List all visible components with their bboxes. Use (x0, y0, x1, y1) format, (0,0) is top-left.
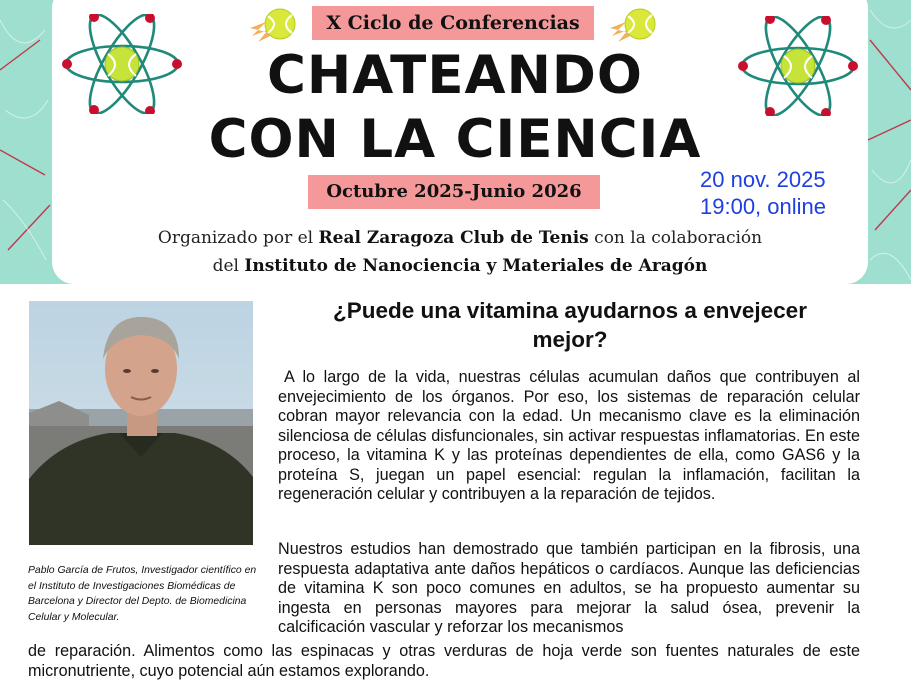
organizers-line2 (60, 252, 860, 280)
talk-paragraph: de reparación. Alimentos como las espinacas y otras verduras de hoja verde son fuentes naturales de este micronutriente, cuyo potencial aún estamos explorando. (28, 642, 860, 680)
event-title-line1: CHATEANDO (267, 45, 643, 106)
organizer-name: Real Zaragoza Club de Tenis (318, 228, 589, 248)
speaker-photo (29, 301, 253, 545)
tennis-ball-icon (248, 6, 300, 46)
series-label: X Ciclo de Conferencias (312, 6, 594, 40)
cycle-dates: Octubre 2025-Junio 2026 (308, 175, 600, 209)
talk-paragraph: Nuestros estudios han demostrado que también participan en la fibrosis, una respuesta adaptativa ante daños hepáticos o cardíacos. Aunque las deficiencias de vitamina K son poco comunes en adultos, se ha propuesto aumentar su ingesta en personas mayores para mejorar la salud ósea, prevenir la calcificación vascular y reforzar los mecanismos (278, 540, 860, 636)
organizers (60, 224, 860, 280)
event-time: 19:00, online (700, 194, 826, 219)
speaker-caption: Pablo García de Frutos, Investigador científico en el Instituto de Investigaciones Biomédicas de Barcelona y Director del Depto. de Biomedicina Celular y Molecular. (28, 565, 257, 623)
event-when (700, 166, 860, 220)
talk-title: ¿Puede una vitamina ayudarnos a envejecer mejor? (333, 298, 807, 352)
organizers-text: del (212, 256, 239, 276)
tennis-ball-icon (608, 6, 660, 46)
collaborator-name: Instituto de Nanociencia y Materiales de Aragón (244, 256, 708, 276)
event-title-line2: CON LA CIENCIA (208, 109, 702, 170)
talk-paragraph: A lo largo de la vida, nuestras células acumulan daños que contribuyen al envejecimiento de los órganos. Por eso, los sistemas de reparación celular cobran mayor relevancia con la edad. Un mecanismo clave es la eliminación silenciosa de células disfuncionales, sin activar respuestas inflamatorias. En este proceso, la vitamina K y las proteínas dependientes de ella, como GAS6 y la proteína S, juegan un papel esencial: regulan la inflamación, facilitan la regeneración celular y contribuyen a la reparación de tejidos. (278, 368, 860, 503)
organizers-line1 (60, 224, 860, 252)
event-date: 20 nov. 2025 (700, 167, 826, 192)
organizers-text: con la colaboración (594, 228, 763, 248)
atom-icon (738, 16, 858, 116)
organizers-text: Organizado por el (157, 228, 314, 248)
